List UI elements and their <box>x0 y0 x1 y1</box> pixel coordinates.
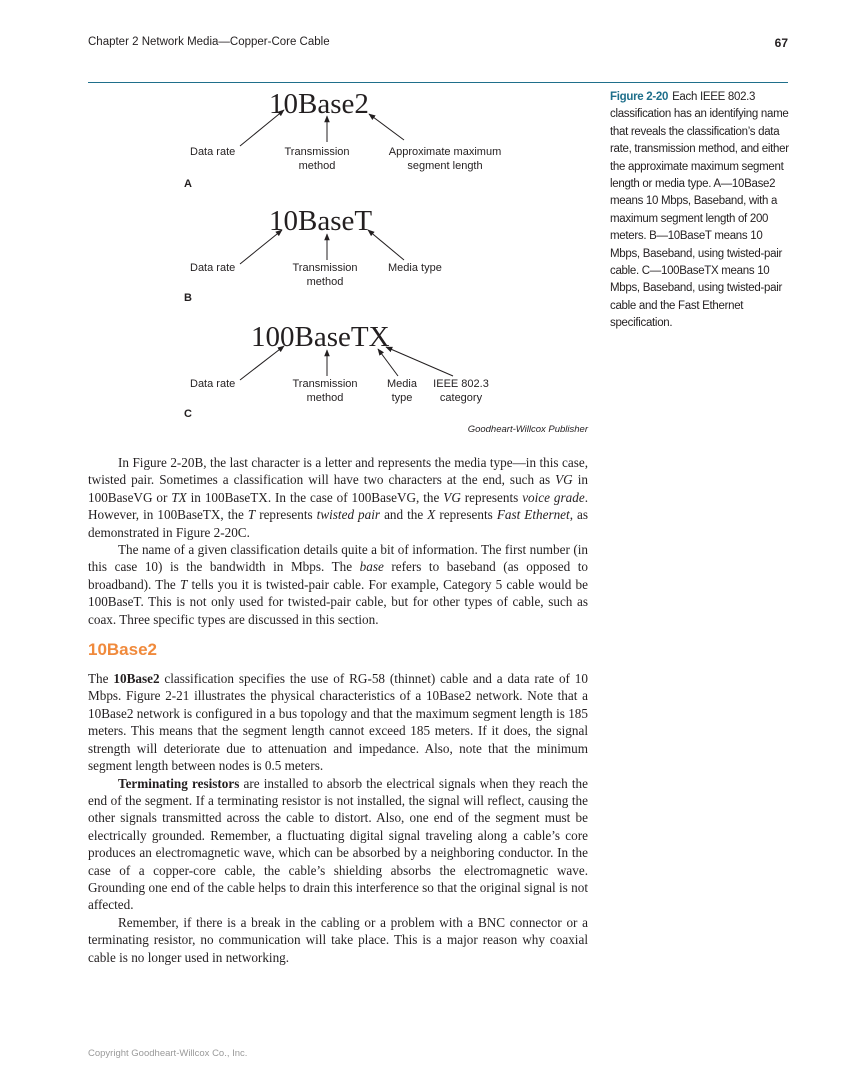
panel-b-method <box>286 261 364 289</box>
paragraph-3 <box>88 670 588 774</box>
panel-a-method-line1: Transmission <box>284 146 350 158</box>
arrow-b-media <box>368 230 404 260</box>
p3-term: 10Base2 <box>113 671 160 687</box>
p1-text-a: In Figure 2-20B, the last character is a letter and represents the media type—in this case, twisted pair. Sometimes a classification will have two characters at the end, such as <box>88 455 588 488</box>
p1-text-i: , as demonstrated in Figure 2-20C. <box>88 507 588 540</box>
p2-t: T <box>179 576 188 592</box>
figure-credit: Goodheart-Willcox Publisher <box>467 424 588 435</box>
arrow-c-ieee <box>386 347 453 376</box>
p1-tx: TX <box>171 489 187 505</box>
panel-c-method-line2: method <box>306 392 344 404</box>
panel-a-letter: A <box>184 178 192 190</box>
panel-c-word: 100BaseTX <box>251 321 390 353</box>
panel-b-method-line2: method <box>306 276 344 288</box>
paragraph-2 <box>88 541 588 628</box>
panel-c-ieee-line2: category <box>439 392 483 404</box>
chapter-title: Chapter 2 Network Media—Copper-Core Cable <box>88 36 330 48</box>
caption-text: Each IEEE 802.3 classification has an identifying name that reveals the classification’s data rate, transmission method, and either the approximate maximum segment length or media type. A—10Base2 means 10 Mbps, Baseband, with a maximum segment length of 200 meters. B—10BaseT means 10 Mbps, Baseband, using twisted-pair cable. C—100BaseTX means 10 Mbps, Baseband, using twisted-pair cable and the Fast Ethernet specification. <box>610 91 789 330</box>
panel-b-method-line1: Transmission <box>292 262 358 274</box>
panel-b-letter: B <box>184 292 192 304</box>
p2-text-a: The name of a given classification details quite a bit of information. The first number (in this case 10) is the bandwidth in Mbps. The <box>88 542 588 575</box>
p1-x: X <box>427 507 436 523</box>
p1-t: T <box>247 507 256 523</box>
panel-c-media <box>382 377 422 405</box>
panel-c-media-line1: Media <box>387 378 417 390</box>
section-heading: 10Base2 <box>88 640 158 660</box>
panel-c-data-rate: Data rate <box>190 378 236 390</box>
panel-b-word: 10BaseT <box>269 205 373 237</box>
panel-a-method <box>278 145 356 173</box>
p1-text-h: represents <box>435 507 497 523</box>
p2-base: base <box>359 559 384 575</box>
paragraph-4 <box>88 775 588 914</box>
arrow-a-segment <box>369 114 404 140</box>
p2-text-c: tells you it is twisted-pair cable. For example, Category 5 cable would be 100BaseT. This is not only used for twisted-pair cable, but for other types of cable, such as coax. Three specific types are discussed in this section. <box>88 576 588 627</box>
p2-text-b: refers to baseband (as opposed to broadband). The <box>88 559 588 592</box>
header-rule <box>88 82 788 83</box>
p3-text-b: classification specifies the use of RG-58 (thinnet) cable and a data rate of 10 Mbps. Figure 2-21 illustrates the physical characteristics of a 10Base2 network. Note that a 10Base2 network is configured in a bus topology and that the maximum segment length is 185 meters. This means that the segment length cannot exceed 185 meters. If it does, the signal strength will deteriorate due to attenuation and impedance. Also, note that the minimum segment length between nodes is 0.5 meters. <box>88 671 588 774</box>
panel-c-ieee-line1: IEEE 802.3 <box>433 378 489 390</box>
figure-number: Figure 2-20 <box>610 91 669 103</box>
p1-vg-2: VG <box>443 489 461 505</box>
paragraph-1 <box>88 454 588 541</box>
p1-text-f: represents <box>255 507 317 523</box>
figure-caption <box>610 89 790 333</box>
arrow-c-media <box>378 349 398 376</box>
p4-term: Terminating resistors <box>118 775 240 791</box>
panel-b-data-rate: Data rate <box>190 262 236 274</box>
p1-fast-ethernet: Fast Ethernet <box>496 507 570 523</box>
panel-a-segment-line2: segment length <box>407 160 483 172</box>
panel-c-method-line1: Transmission <box>292 378 358 390</box>
figure-2-20 <box>88 84 592 444</box>
p1-text-e: . However, in 100BaseTX, the <box>88 489 588 523</box>
panel-a-segment-line1: Approximate maximum <box>388 146 502 158</box>
panel-a-word: 10Base2 <box>269 88 369 120</box>
p1-text-b: in 100BaseVG or <box>88 472 588 505</box>
panel-a-data-rate: Data rate <box>190 146 236 158</box>
panel-a-method-line2: method <box>298 160 336 172</box>
p1-text-d: represents <box>460 489 523 505</box>
p1-text-c: in 100BaseTX. In the case of 100BaseVG, the <box>186 489 444 505</box>
p1-voice-grade: voice grade <box>522 489 585 505</box>
panel-a-segment <box>384 145 506 173</box>
panel-b-media: Media type <box>388 262 442 274</box>
page-number: 67 <box>774 36 788 50</box>
panel-c-letter: C <box>184 408 192 420</box>
p4-text-a: are installed to absorb the electrical signals when they reach the end of the segment. If a terminating resistor is not installed, the signal will reflect, causing the other signals transmitted across the cable to distort. Also, one end of the segment must be electrically grounded. Remember, a fluctuating digital signal traveling along a cable’s core produces an electromagnetic wave, which can be absorbed by a neighboring conductor. In the case of a copper-core cable, the cable’s shielding absorbs the electromagnetic wave. Grounding one end of the cable helps to drain this interference so that the original signal is not affected. <box>88 775 588 913</box>
panel-c-ieee <box>426 377 496 405</box>
p1-twisted-pair: twisted pair <box>316 507 381 523</box>
p3-text-a: The <box>88 671 114 687</box>
panel-c-media-line2: type <box>391 392 413 404</box>
copyright-footer: Copyright Goodheart-Willcox Co., Inc. <box>88 1048 248 1059</box>
panel-c-method <box>286 377 364 405</box>
paragraph-5: Remember, if there is a break in the cabling or a problem with a BNC connector or a terminating resistor, no communication will take place. This is a major reason why coaxial cable is no longer used in networking. <box>88 914 588 965</box>
p1-text-g: and the <box>380 507 428 523</box>
body-text <box>88 454 588 966</box>
p1-vg-1: VG <box>555 472 573 488</box>
